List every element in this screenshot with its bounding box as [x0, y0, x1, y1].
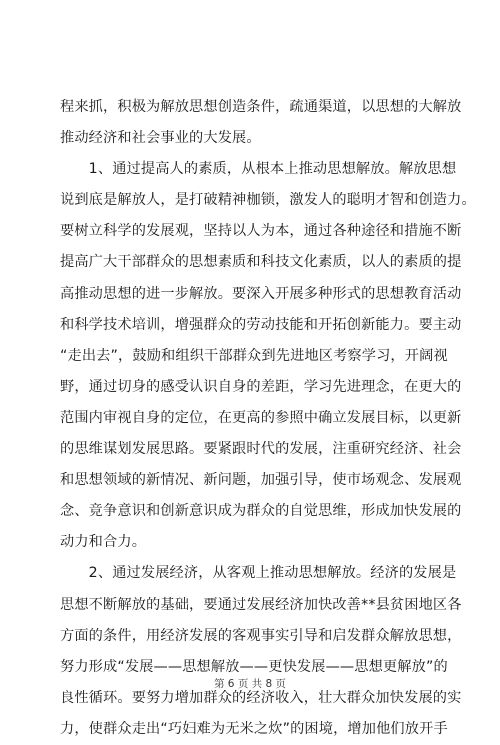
text-line: 动力和合力。 [60, 534, 147, 551]
text-line: 野，通过切身的感受认识自身的差距，学习先进理念，在更大的 [60, 378, 462, 395]
text-line: 程来抓，积极为解放思想创造条件，疏通渠道，以思想的大解放 [60, 99, 462, 115]
document-body [60, 92, 476, 745]
text-line: 良性循环。要努力增加群众的经济收入，壮大群众加快发展的实 [60, 689, 462, 706]
text-line: 说到底是解放人，是打破精神枷锁，激发人的聪明才智和创造力。 [60, 192, 476, 209]
text-line: 范围内审视自身的定位，在更高的参照中确立发展目标，以更新 [60, 409, 462, 426]
text-line: 要树立科学的发展观，坚持以人为本，通过各种途径和措施不断 [60, 223, 462, 240]
text-line: 和思想领域的新情况、新问题，加强引导，使市场观念、发展观 [60, 472, 462, 489]
text-line: 提高广大干部群众的思想素质和科技文化素质，以人的素质的提 [60, 254, 462, 271]
text-line: 的思维谋划发展思路。要紧跟时代的发展，注重研究经济、社会 [60, 441, 462, 458]
text-line: 念、竞争意识和创新意识成为群众的自觉思维，形成加快发展的 [60, 503, 462, 520]
text-line: 推动经济和社会事业的大发展。 [60, 130, 261, 147]
text-line: 2、通过发展经济，从客观上推动思想解放。经济的发展是 [60, 565, 457, 582]
text-line: 方面的条件，用经济发展的客观事实引导和启发群众解放思想， [60, 627, 462, 644]
text-line: 高推动思想的进一步解放。要深入开展多种形式的思想教育活动 [60, 285, 462, 302]
text-line: 力，使群众走出“巧妇难为无米之炊”的困境，增加他们放开手 [60, 720, 448, 737]
text-line: 努力形成“发展——思想解放——更快发展——思想更解放”的 [60, 658, 448, 675]
text-line: “走出去”，鼓励和组织干部群众到先进地区考察学习，开阔视 [60, 347, 448, 364]
page-number-footer: 第 6 页 共 8 页 [213, 678, 287, 690]
text-line: 和科学技术培训，增强群众的劳动技能和开拓创新能力。要主动 [60, 316, 462, 333]
text-line: 思想不断解放的基础，要通过发展经济加快改善**县贫困地区各 [60, 596, 462, 613]
text-line: 1、通过提高人的素质，从根本上推动思想解放。解放思想 [60, 161, 457, 178]
